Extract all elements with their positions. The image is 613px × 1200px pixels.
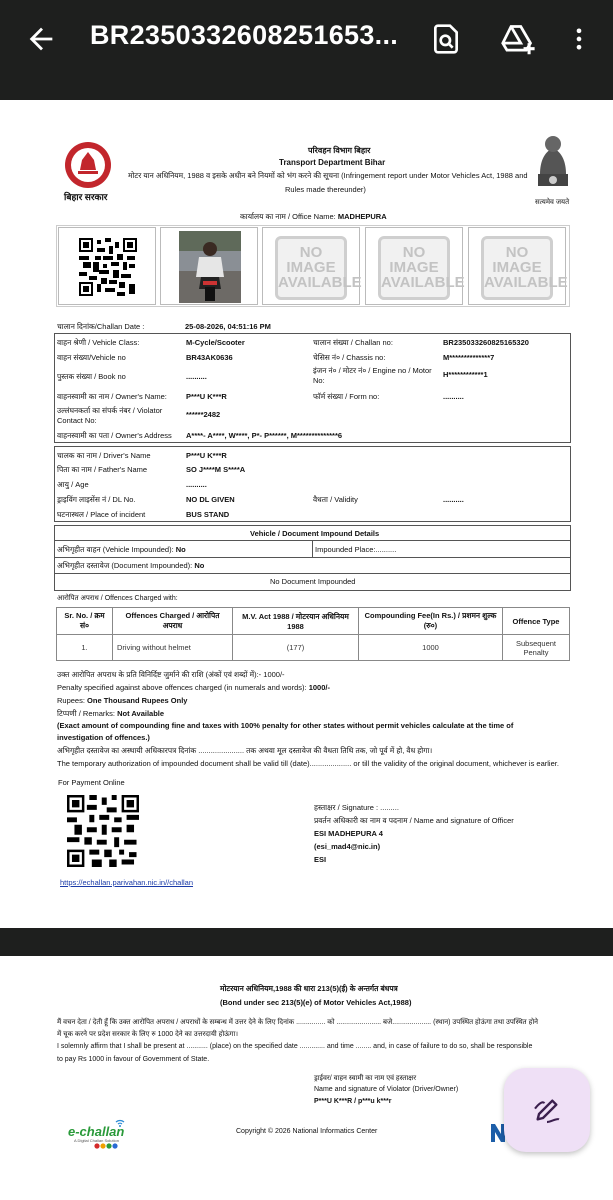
- officer-designation: ESI MADHEPURA 4: [314, 829, 383, 838]
- report-subtitle-line1: मोटर यान अधिनियम, 1988 व इसके अधीन बने नियमों को भंग करने की सूचना (Infringement report under Motor Vehicles Act, 1988 and: [128, 171, 528, 180]
- engine-no-label: इंजन नं० / मोटर नं० / Engine no / Motor No:: [313, 366, 432, 385]
- bond-title-hindi: मोटरयान अधिनियम,1988 की धारा 213(5)(ई) के अन्तर्गत बंधपत्र: [220, 984, 398, 993]
- bond-english-line1: I solemnly affirm that I shall be present at ........... (place) on the specified date ............. and time ........ and, in case of failure to do so, shall be responsible: [57, 1043, 533, 1050]
- remarks-value: Not Available: [117, 709, 165, 718]
- vehicle-impounded-label: अभिगृहीत वाहन (Vehicle Impounded):: [57, 545, 174, 554]
- offences-caption: आरोपित अपराध / Offences Charged with:: [57, 595, 178, 602]
- cell-compounding-fee: 1000: [359, 635, 503, 661]
- payment-qr-code[interactable]: [67, 795, 139, 867]
- bihar-sarkar-label: बिहार सरकार: [64, 192, 108, 202]
- payment-label: For Payment Online: [58, 778, 125, 787]
- challan-no-label: चालान संख्या / Challan no:: [313, 338, 393, 347]
- owner-name-value: P***U K***R: [186, 392, 227, 401]
- no-document-impounded: No Document Impounded: [270, 577, 356, 586]
- emblem-caption: सत्यमेव जयते: [535, 199, 570, 206]
- no-image-placeholder-3: NO IMAGE AVAILABLE: [468, 227, 566, 305]
- officer-signature: हस्ताक्षर / Signature : .........: [314, 803, 399, 812]
- fine-amount-hindi: उक्त आरोपित अपराध के प्रति विनिर्दिष्ट जुर्माने की राशि (अंकों एवं शब्दों में):- 1000/-: [57, 670, 285, 679]
- vehicle-photo: [160, 227, 258, 305]
- violator-signature-hindi: ड्राईवर/ वाहन स्वामी का नाम एवं हस्ताक्षर: [314, 1075, 417, 1082]
- office-name-row: [240, 212, 387, 222]
- echallan-logo: [66, 1116, 136, 1150]
- echallan-brand: e-challan: [68, 1124, 125, 1139]
- table-row: [57, 635, 570, 661]
- challan-qr-code: [58, 227, 156, 305]
- offences-header-row: [57, 608, 570, 635]
- penalty-specified-label: Penalty specified against above offences charged (in numerals and words):: [57, 683, 307, 692]
- col-compounding-fee: Compounding Fee(In Rs.) / प्रशमन शुल्क (रु०): [359, 608, 503, 635]
- cell-offence-type: Subsequent Penalty: [503, 635, 570, 661]
- dept-hindi-heading: परिवहन विभाग बिहार: [308, 146, 371, 155]
- national-emblem-icon: [530, 130, 576, 196]
- col-offence-type: Offence Type: [503, 608, 570, 635]
- violator-signature-label: Name and signature of Violator (Driver/Owner): [314, 1086, 459, 1093]
- age-label: आयु / Age: [57, 480, 89, 489]
- impound-divider-v: [312, 540, 313, 557]
- owner-address-label: वाहनस्वामी का पता / Owner's Address: [57, 431, 172, 440]
- rupees-row: [57, 696, 187, 705]
- office-name-value: MADHEPURA: [337, 212, 387, 221]
- driver-name-value: P***U K***R: [186, 451, 227, 460]
- challan-date-value: 25-08-2026, 04:51:16 PM: [185, 322, 271, 331]
- bond-hindi-line2: में चूक करने पर प्रदेश सरकार के लिए रु 1000 देने का उत्तरदायी होऊंगा।: [57, 1031, 239, 1038]
- traffic-dots-icon: [94, 1143, 118, 1149]
- officer-email: (esi_mad4@nic.in): [314, 842, 381, 851]
- document-impounded-label: अभिगृहीत दस्तावेज (Document Impounded):: [57, 561, 193, 570]
- vehicle-class-value: M-Cycle/Scooter: [186, 338, 245, 347]
- owner-name-label: वाहनस्वामी का नाम / Owner's Name:: [57, 392, 167, 401]
- bond-hindi-line1: मैं वचन देता / देती हूँ कि उक्त आरोपित अपराध / अपराधों के सम्बन्ध में उत्तर देने के लिए दिनांक ............... को ....................... बजे.................... (स्थान) उपस्थित होऊंगा तथा उपस्थित होने: [57, 1019, 539, 1026]
- search-document-icon[interactable]: [430, 22, 462, 56]
- dept-english-heading: Transport Department Bihar: [279, 158, 386, 167]
- report-subtitle-line2: Rules made thereunder): [285, 185, 366, 194]
- challan-page: [0, 100, 613, 928]
- remarks-label: टिप्पणी / Remarks:: [57, 709, 115, 718]
- page-separator: [0, 928, 613, 956]
- vehicle-impounded-value: No: [175, 545, 186, 554]
- book-no-value: ..........: [186, 372, 207, 381]
- more-vert-icon[interactable]: [565, 22, 593, 56]
- challan-date-label: चालान दिनांक/Challan Date :: [57, 322, 145, 331]
- offences-table: [56, 607, 570, 661]
- col-sr-no: Sr. No. / क्रम सं०: [57, 608, 113, 635]
- document-title: BR2350332608251653...: [90, 20, 399, 50]
- office-name-label: कार्यालय का नाम / Office Name:: [240, 212, 336, 221]
- owner-address-value: A****- A****, W****, P*- P******, M**************6: [186, 431, 343, 440]
- officer-rank: ESI: [314, 855, 327, 864]
- document-impounded-row: [57, 561, 204, 571]
- hindi-temp-authorization: अभिगृहीत दस्तावेज का अस्थायी अधिकारपत्र दिनांक ...................... तक अथवा मूल दस्तावेज की वैधता तिथि तक, जो पूर्व में हो, वैध होगा।: [57, 746, 433, 755]
- back-arrow-icon[interactable]: [24, 22, 58, 56]
- col-offence: Offences Charged / आरोपित अपराध: [113, 608, 233, 635]
- bihar-seal-logo: [60, 140, 116, 190]
- vehicle-no-label: वाहन संख्या/Vehicle no: [57, 353, 126, 362]
- penalty-specified-value: 1000/-: [308, 683, 330, 692]
- driver-name-label: चालक का नाम / Driver's Name: [57, 451, 151, 460]
- cell-offence: Driving without helmet: [113, 635, 233, 661]
- payment-link[interactable]: https://echallan.parivahan.nic.in//challan: [60, 878, 194, 887]
- remarks-row: [57, 709, 164, 719]
- violator-contact-value: ******2482: [186, 410, 221, 419]
- place-of-incident-label: घटनास्थल / Place of incident: [57, 510, 146, 519]
- temp-authorization-note: The temporary authorization of impounded document shall be valid till (date).................... or till the validity of the original document, whichever is earlier.: [57, 759, 559, 768]
- violator-signature-value: P***U K***R / p***u k***r: [314, 1098, 392, 1105]
- chassis-no-label: चेसिस नं० / Chassis no:: [313, 353, 386, 362]
- age-value: ..........: [186, 480, 207, 489]
- vehicle-no-value: BR43AK0636: [186, 353, 233, 362]
- validity-value: ..........: [443, 495, 464, 504]
- impound-divider-2: [54, 557, 571, 558]
- father-name-value: SO J****M S****A: [186, 465, 246, 474]
- app-toolbar: [0, 0, 613, 100]
- cell-mv-act: (177): [233, 635, 359, 661]
- add-to-drive-icon[interactable]: [500, 22, 536, 56]
- cell-sr-no: 1.: [57, 635, 113, 661]
- rupees-label: Rupees:: [57, 696, 85, 705]
- impounded-place: Impounded Place:..........: [315, 545, 397, 554]
- annotate-fab-button[interactable]: [504, 1068, 590, 1152]
- chassis-no-value: M**************7: [443, 353, 495, 362]
- bond-title-english: (Bond under sec 213(5)(e) of Motor Vehicles Act,1988): [220, 998, 412, 1007]
- document-impounded-value: No: [194, 561, 205, 570]
- bond-english-line2: to pay Rs 1000 in favour of Government of State.: [57, 1056, 210, 1063]
- challan-no-value: BR235033260825165320: [443, 338, 529, 347]
- form-no-label: फॉर्म संख्या / Form no:: [313, 392, 380, 401]
- violator-contact-label: उल्लंघनकर्ता का संपर्क नंबर / Violator Contact No:: [57, 406, 163, 425]
- copyright-text: Copyright © 2026 National Informatics Center: [236, 1128, 378, 1135]
- impound-title: Vehicle / Document Impound Details: [250, 529, 380, 538]
- father-name-label: पिता का नाम / Father's Name: [57, 465, 148, 474]
- vehicle-impounded-row: [57, 545, 186, 555]
- col-mv-act: M.V. Act 1988 / मोटरयान अधिनियम 1988: [233, 608, 359, 635]
- dl-no-value: NO DL GIVEN: [186, 495, 235, 504]
- impound-divider-3: [54, 573, 571, 574]
- vehicle-details-box: [54, 333, 571, 443]
- book-no-label: पुस्तक संख्या / Book no: [57, 372, 126, 381]
- vehicle-class-label: वाहन श्रेणी / Vehicle Class:: [57, 338, 140, 347]
- form-no-value: ..........: [443, 392, 464, 401]
- rupees-value: One Thousand Rupees Only: [87, 696, 188, 705]
- validity-label: वैधता / Validity: [313, 495, 358, 504]
- nic-logo-icon: [491, 1120, 505, 1142]
- engine-no-value: H************1: [443, 370, 488, 379]
- place-of-incident-value: BUS STAND: [186, 510, 230, 519]
- officer-name-label: प्रवर्तन अधिकारी का नाम व पदनाम / Name and signature of Officer: [314, 816, 514, 825]
- dl-no-label: ड्राइविंग लाइसेंस नं / DL No.: [57, 495, 136, 504]
- echallan-tagline: A Digital Challan Solution: [74, 1138, 119, 1143]
- no-image-placeholder-2: NO IMAGE AVAILABLE: [365, 227, 463, 305]
- pen-annotate-icon: [531, 1094, 563, 1126]
- exact-amount-note: (Exact amount of compounding fine and taxes with 100% penalty for other states without permit vehicles calculate at the time of investigation of offences.): [57, 721, 514, 742]
- no-image-placeholder-1: NO IMAGE AVAILABLE: [262, 227, 360, 305]
- penalty-specified-row: [57, 683, 330, 692]
